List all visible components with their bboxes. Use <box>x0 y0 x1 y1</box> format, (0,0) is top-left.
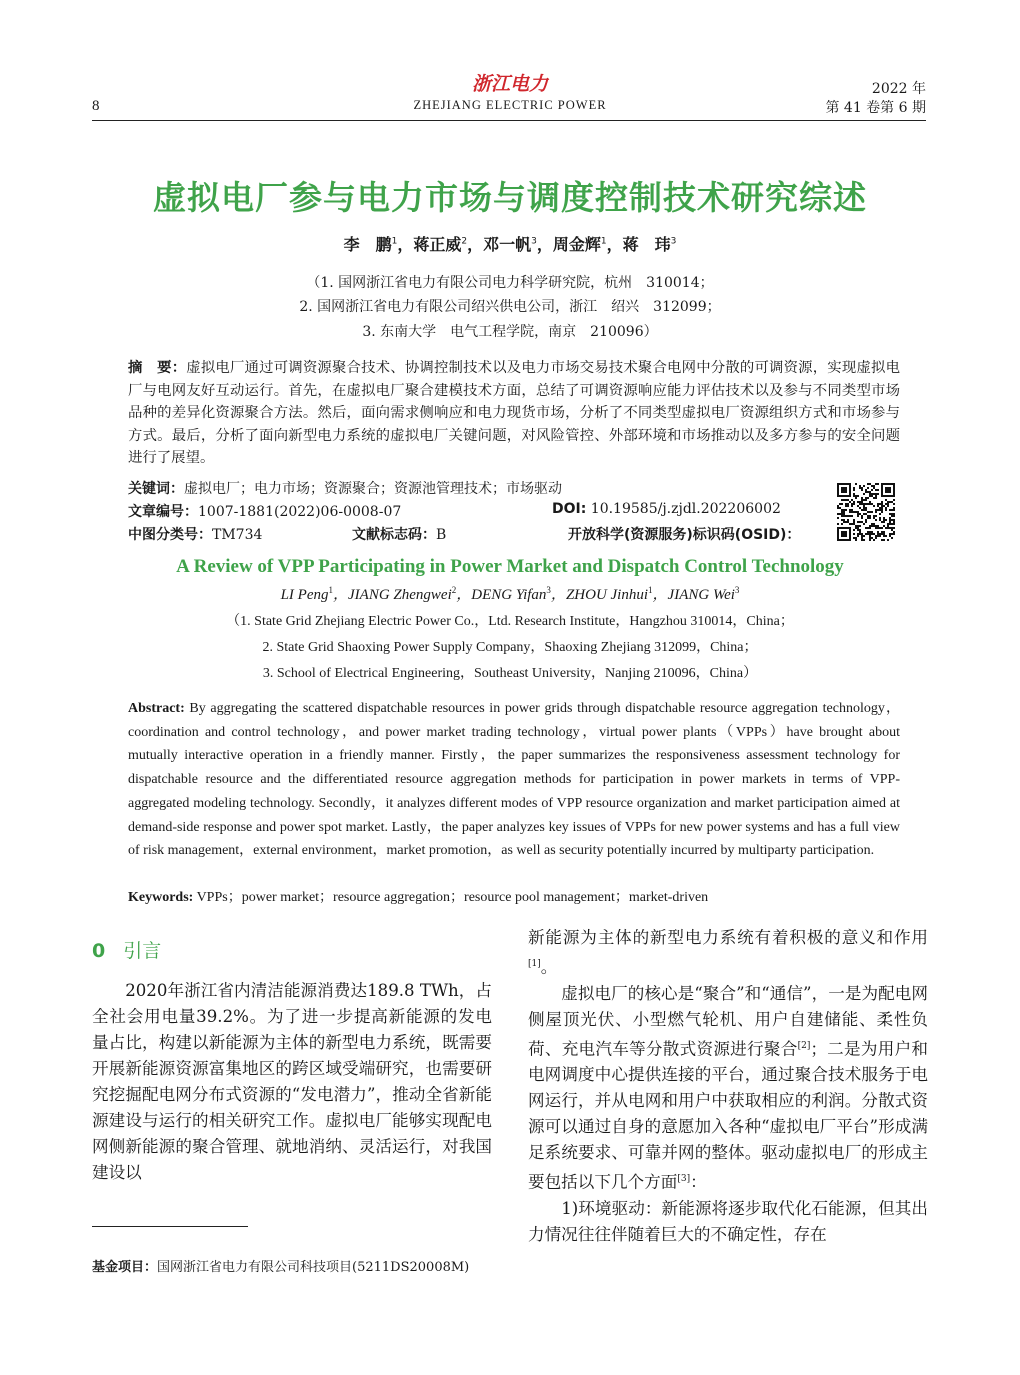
funding-note <box>92 1256 469 1275</box>
funding-label: 基金项目： <box>92 1260 158 1275</box>
keywords-en-label: Keywords: <box>128 890 194 905</box>
article-number-value: 1007-1881(2022)06-0008-07 <box>198 504 402 520</box>
keywords-cn-text: 虚拟电厂；电力市场；资源聚合；资源池管理技术；市场驱动 <box>184 481 562 497</box>
abstract-cn <box>128 357 900 470</box>
doc-code-label: 文献标志码： <box>352 527 436 543</box>
keywords-en <box>128 886 900 906</box>
body-column-left <box>92 978 492 1186</box>
clc-value: TM734 <box>212 527 263 543</box>
clc-number <box>128 524 262 544</box>
funding-text: 国网浙江省电力有限公司科技项目(5211DS20008M) <box>157 1260 470 1275</box>
affiliation-en: （1. State Grid Zhejiang Electric Power Co.，Ltd. Research Institute，Hangzhou 310014，China； <box>226 614 794 629</box>
paper-title-cn: 虚拟电厂参与电力市场与调度控制技术研究综述 <box>153 178 867 217</box>
footnote-rule <box>92 1226 248 1227</box>
issue-year: 2022 年 <box>871 81 926 97</box>
section-heading <box>92 936 161 963</box>
authors-cn: 李 鹏$^1$，蒋正威$^2$，邓一帆$^3$，周金辉$^1$，蒋 玮$^3$ <box>343 235 677 254</box>
body-paragraph: 2020年浙江省内清洁能源消费达189.8 TWh，占全社会用电量39.2%。为了进一步提高新能源的发电量占比，构建以新能源为主体的新型电力系统，既需要开展新能源资源富集地区的跨区域受端研究，也需要研究挖掘配电网分布式资源的“发电潜力”，推动全省新能源建设与运行的相关研究工作。虚拟电厂能够实现配电网侧新能源的聚合管理、就地消纳、灵活运行，对我国建设以 <box>92 981 492 1182</box>
doi-label: DOI: <box>552 501 587 517</box>
doc-code-value: B <box>436 527 447 543</box>
author-en: JIANG Wei <box>667 587 735 603</box>
abstract-en <box>128 697 900 863</box>
journal-name: ZHEJIANG ELECTRIC POWER <box>413 98 607 112</box>
author-cn: 蒋 玮 <box>622 235 671 254</box>
body-paragraph: 新能源为主体的新型电力系统有着积极的意义和作用[1]。 <box>528 928 928 977</box>
osid-label: 开放科学(资源服务)标识码(OSID)： <box>568 527 801 543</box>
affiliation-cn: 3. 东南大学 电气工程学院，南京 210096） <box>362 324 658 340</box>
keywords-cn-label: 关键词： <box>128 481 184 497</box>
clc-label: 中图分类号： <box>128 527 212 543</box>
authors-en: LI Peng$^1$，JIANG Zhengwei$^2$，DENG Yifan$^3$，ZHOU Jinhui$^1$，JIANG Wei$^3$ <box>280 585 740 603</box>
keywords-cn <box>128 478 828 498</box>
citation: [1] <box>528 959 541 969</box>
author-cn: 邓一帆 <box>483 235 532 254</box>
author-cn: 李 鹏 <box>343 235 392 254</box>
author-aff: 3 <box>734 585 740 595</box>
body-paragraph: 虚拟电厂的核心是“聚合”和“通信”，一是为配电网侧屋顶光伏、小型燃气轮机、用户自建储能、柔性负荷、充电汽车等分散式资源进行聚合[2]；二是为用户和电网调度中心提供连接的平台，通过聚合技术服务于电网运行，并从电网和用户中获取相应的利润。分散式资源可以通过自身的意愿加入各种“虚拟电厂平台”形成满足系统要求、可靠并网的整体。驱动虚拟电厂的形成主要包括以下几个方面[3]： <box>528 983 929 1192</box>
author-en: JIANG Zhengwei <box>348 587 452 603</box>
abstract-en-text: By aggregating the scattered dispatchable resources in power grids through dispatchable resource aggregation technology，coordination and control technology，and power market trading technology，virtual power plants（VPPs）have brought about mutually interactive operation in a friendly manner. Firstly，the paper summarizes the responsiveness assessment technology for dispatchable resource and the differentiated resource aggregation methods for participation in power markets in terms of VPP- aggregated modeling technology. Secondly，it analyzes different modes of VPP resource organization and market participation aimed at demand-side response and power spot market. Lastly，the paper analyzes key issues of VPPs for new power systems and has a full view of risk management，external environment，market promotion，as well as security potentially incurred by multiparty participation. <box>128 701 900 859</box>
qr-code-icon <box>837 483 895 541</box>
author-aff: 2 <box>461 236 468 247</box>
section-title: 引言 <box>123 940 162 962</box>
author-cn: 周金辉 <box>552 235 601 254</box>
abstract-en-label: Abstract: <box>128 701 185 716</box>
article-number <box>128 501 401 521</box>
author-aff: 1 <box>328 585 333 595</box>
journal-logo-graphic <box>462 72 558 94</box>
body-column-right <box>528 925 928 1248</box>
abstract-cn-label: 摘 要： <box>128 360 187 376</box>
author-cn: 蒋正威 <box>413 235 462 254</box>
author-aff: 1 <box>600 236 607 247</box>
osid <box>568 524 800 544</box>
article-number-label: 文章编号： <box>128 504 198 520</box>
keywords-en-text: VPPs；power market；resource aggregation；resource pool management；market-driven <box>193 890 709 905</box>
abstract-cn-text: 虚拟电厂通过可调资源聚合技术、协调控制技术以及电力市场交易技术聚合电网中分散的可调资源，实现虚拟电厂与电网友好互动运行。首先，在虚拟电厂聚合建模技术方面，总结了可调资源响应能力评估技术以及参与不同类型市场品种的差异化资源聚合方法。然后，面向需求侧响应和电力现货市场，分析了不同类型虚拟电厂资源组织方式和市场参与方式。最后，分析了面向新型电力系统的虚拟电厂关键问题，对风险管控、外部环境和市场推动以及多方参与的安全问题进行了展望。 <box>128 360 900 467</box>
body-paragraph: 1)环境驱动：新能源将逐步取代化石能源，但其出力情况往往伴随着巨大的不确定性，存在 <box>528 1198 928 1244</box>
author-aff: 1 <box>648 585 653 595</box>
citation: [2] <box>797 1040 811 1051</box>
author-en: ZHOU Jinhui <box>565 587 649 603</box>
page-number: 8 <box>92 98 100 114</box>
citation: [3] <box>677 1174 691 1185</box>
issue-volume: 第 41 卷第 6 期 <box>825 100 926 116</box>
affiliation-cn: 2. 国网浙江省电力有限公司绍兴供电公司，浙江 绍兴 312099； <box>299 299 721 315</box>
author-aff: 3 <box>546 585 551 595</box>
qr-code-graphic <box>837 483 895 541</box>
author-en: DENG Yifan <box>471 587 547 603</box>
author-en: LI Peng <box>280 587 329 603</box>
journal-logo <box>462 72 558 94</box>
author-aff: 1 <box>391 236 398 247</box>
author-aff: 3 <box>531 236 537 247</box>
affiliation-en: 3. School of Electrical Engineering，Southeast University，Nanjing 210096，China） <box>262 666 758 681</box>
journal-logo-text: 浙江电力 <box>471 73 549 94</box>
header-rule <box>92 120 926 121</box>
section-number: 0 <box>92 940 106 962</box>
paper-title-en: A Review of VPP Participating in Power Market and Dispatch Control Technology <box>176 556 844 577</box>
author-aff: 3 <box>670 236 677 247</box>
affiliation-cn: （1. 国网浙江省电力有限公司电力科学研究院，杭州 310014； <box>306 275 714 291</box>
document-code <box>352 524 446 544</box>
doi <box>552 501 781 517</box>
author-aff: 2 <box>451 585 457 595</box>
affiliation-en: 2. State Grid Shaoxing Power Supply Company，Shaoxing Zhejiang 312099，China； <box>262 640 758 655</box>
doi-value: 10.19585/j.zjdl.202206002 <box>590 501 781 517</box>
